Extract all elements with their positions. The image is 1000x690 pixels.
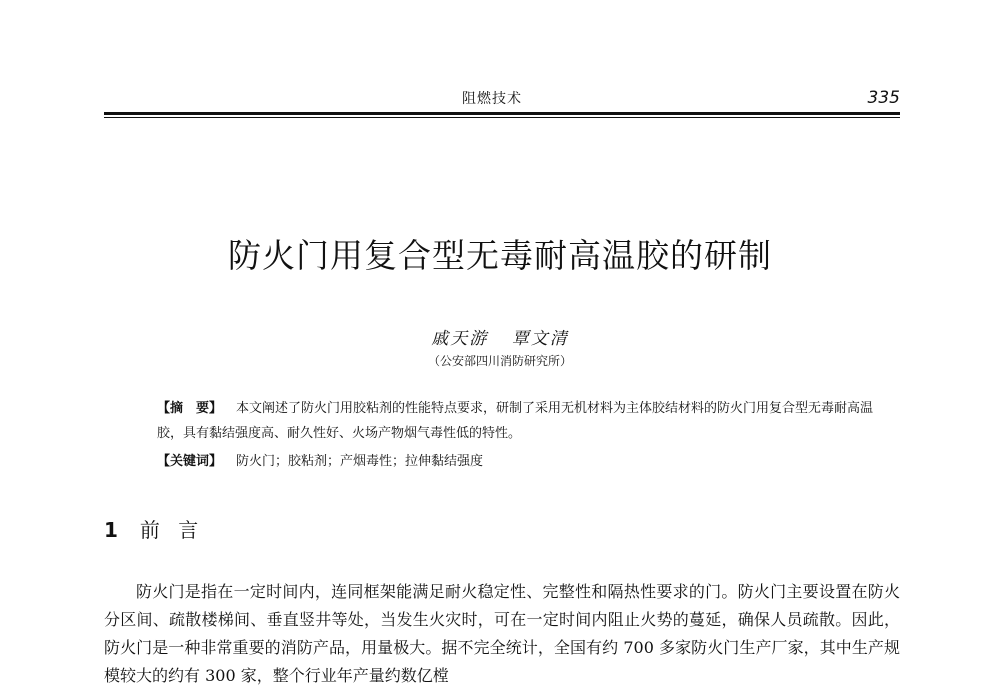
keywords-label: 【关键词】 xyxy=(157,454,223,469)
section-title: 前 言 xyxy=(139,518,205,542)
article-affiliation: （公安部四川消防研究所） xyxy=(427,354,572,368)
body-paragraph: 防火门是指在一定时间内，连同框架能满足耐火稳定性、完整性和隔热性要求的门。防火门主要设置在防火分区间、疏散楼梯间、垂直竖井等处，当发生火灾时，可在一定时间内阻止火势的蔓延，确保人员疏散。因此，防火门是一种非常重要的消防产品，用量极大。据不完全统计，全国有约 700 多家防火门生产厂家，其中生产规模较大的约有 300 家，整个行业年产量约数亿樘 xyxy=(104,582,900,685)
section-heading xyxy=(104,514,204,543)
article-title: 防火门用复合型无毒耐高温胶的研制 xyxy=(228,236,772,275)
abstract-text: 本文阐述了防火门用胶粘剂的性能特点要求，研制了采用无机材料为主体胶结材料的防火门用复合型无毒耐高温胶，具有黏结强度高、耐久性好、火场产物烟气毒性低的特性。 xyxy=(157,401,874,441)
header-rule-thin xyxy=(104,117,900,118)
abstract xyxy=(157,396,897,446)
section-number: 1 xyxy=(104,518,124,542)
keywords xyxy=(157,450,897,469)
running-header xyxy=(0,88,1000,110)
keywords-text: 防火门；胶粘剂；产烟毒性；拉伸黏结强度 xyxy=(236,454,484,469)
article-authors: 戚天游 覃文清 xyxy=(431,329,569,349)
body-text xyxy=(104,578,900,690)
header-rule-thick xyxy=(104,112,900,115)
page-number: 335 xyxy=(867,88,900,108)
abstract-label: 【摘 要】 xyxy=(157,401,223,416)
journal-name: 阻燃技术 xyxy=(462,91,522,107)
